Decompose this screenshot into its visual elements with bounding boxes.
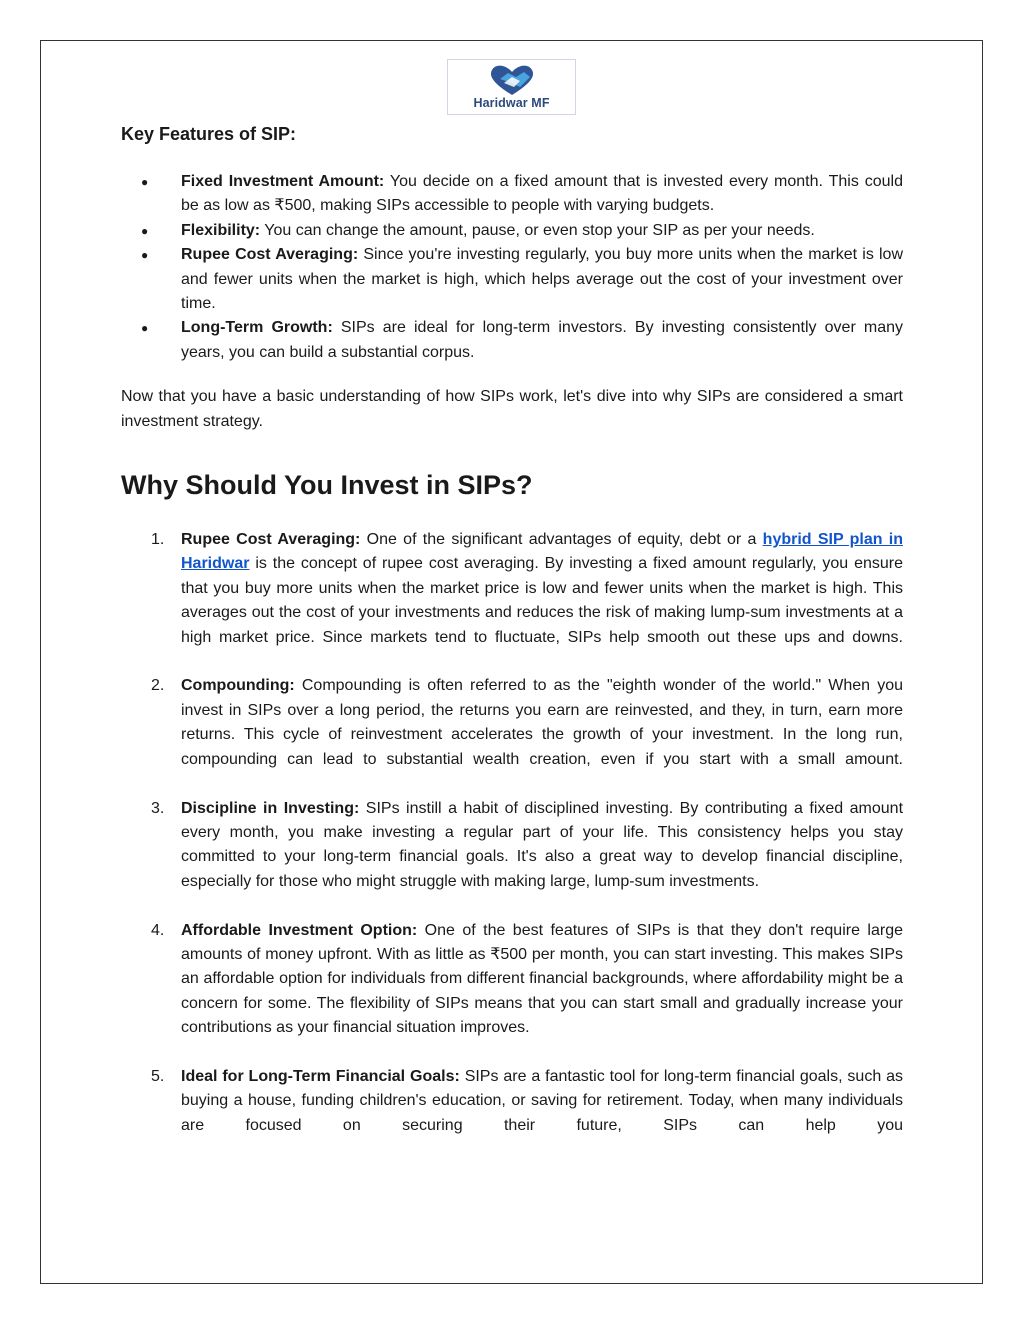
list-item [121, 797, 903, 895]
features-list [121, 170, 903, 365]
feature-text: You decide on a fixed amount that is invested every month. This could be as low as ₹500, making SIPs accessible to people with varying budgets. [181, 173, 903, 215]
feature-title: Long-Term Growth: [181, 319, 333, 337]
why-invest-heading: Why Should You Invest in SIPs? [121, 470, 533, 501]
reason-title: Rupee Cost Averaging: [181, 531, 361, 549]
list-item [121, 219, 903, 243]
list-item [121, 243, 903, 316]
reason-text: One of the best features of SIPs is that they don't require large amounts of money upfront. With as little as ₹500 per month, you can start investing. This makes SIPs an affordable option for individuals from different financial backgrounds, where affordability might be a concern for some. The flexibility of SIPs means that you can start small and gradually increase your contributions as your financial situation improves. [181, 921, 903, 1037]
list-item [121, 170, 903, 219]
logo [447, 59, 576, 115]
reasons-list [121, 528, 903, 1138]
list-item [121, 316, 903, 365]
list-item [121, 528, 903, 650]
list-item [121, 674, 903, 772]
item-number: 1. [151, 531, 165, 549]
item-number: 5. [151, 1067, 165, 1085]
reason-text: One of the significant advantages of equity, debt or a [360, 531, 763, 549]
reason-text: SIPs instill a habit of disciplined investing. By contributing a fixed amount every month, you make investing a regular part of your life. This consistency helps you stay committed to your long-term financial goals. It's also a great way to develop financial discipline, especially for those who might struggle with making large, lump-sum investments. [181, 799, 904, 890]
list-item [121, 1065, 903, 1138]
item-number: 4. [151, 921, 165, 939]
key-features-heading: Key Features of SIP: [121, 124, 297, 144]
intro-paragraph: Now that you have a basic understanding of how SIPs work, let's dive into why SIPs are considered a smart investment strategy. [121, 388, 903, 430]
feature-title: Fixed Investment Amount: [181, 173, 385, 190]
reason-title: Ideal for Long-Term Financial Goals: [181, 1067, 460, 1085]
feature-title: Rupee Cost Averaging: [181, 246, 359, 264]
reason-title: Compounding: [181, 677, 295, 695]
logo-text: Haridwar MF [473, 96, 550, 110]
reason-text: SIPs are a fantastic tool for long-term financial goals, such as buying a house, funding children's education, or saving for retirement. Today, when many individuals are focused on securing their future, SIPs can help you [181, 1067, 904, 1134]
feature-text: SIPs are ideal for long-term investors. By investing consistently over many years, you can build a substantial corpus. [181, 319, 903, 361]
item-number: 3. [151, 799, 165, 817]
feature-text: Since you're investing regularly, you buy more units when the market is low and fewer units when the market is high, which helps average out the cost of your investment over time. [181, 246, 903, 313]
feature-title: Flexibility: [181, 221, 261, 239]
reason-text: is the concept of rupee cost averaging. By investing a fixed amount regularly, you ensure that you buy more units when the market price is low and fewer units when the market is high. This averages out the cost of your investments and reduces the risk of making lump-sum investments at a high market price. Since markets tend to fluctuate, SIPs help smooth out these ups and downs. [181, 555, 903, 646]
list-item [121, 919, 903, 1041]
hybrid-sip-link[interactable]: hybrid SIP plan in Haridwar [181, 531, 903, 573]
reason-text: Compounding is often referred to as the "eighth wonder of the world." When you invest in SIPs over a long period, the returns you earn are reinvested, and they, in turn, earn more returns. This cycle of reinvestment accelerates the growth of your investment. In the long run, compounding can lead to substantial wealth creation, even if you start with a small amount. [181, 677, 903, 768]
reason-title: Affordable Investment Option: [181, 921, 418, 939]
reason-title: Discipline in Investing: [181, 799, 360, 817]
feature-text: You can change the amount, pause, or even stop your SIP as per your needs. [260, 221, 815, 239]
handshake-heart-icon [486, 63, 538, 97]
document-content [121, 120, 903, 1163]
item-number: 2. [151, 677, 165, 695]
